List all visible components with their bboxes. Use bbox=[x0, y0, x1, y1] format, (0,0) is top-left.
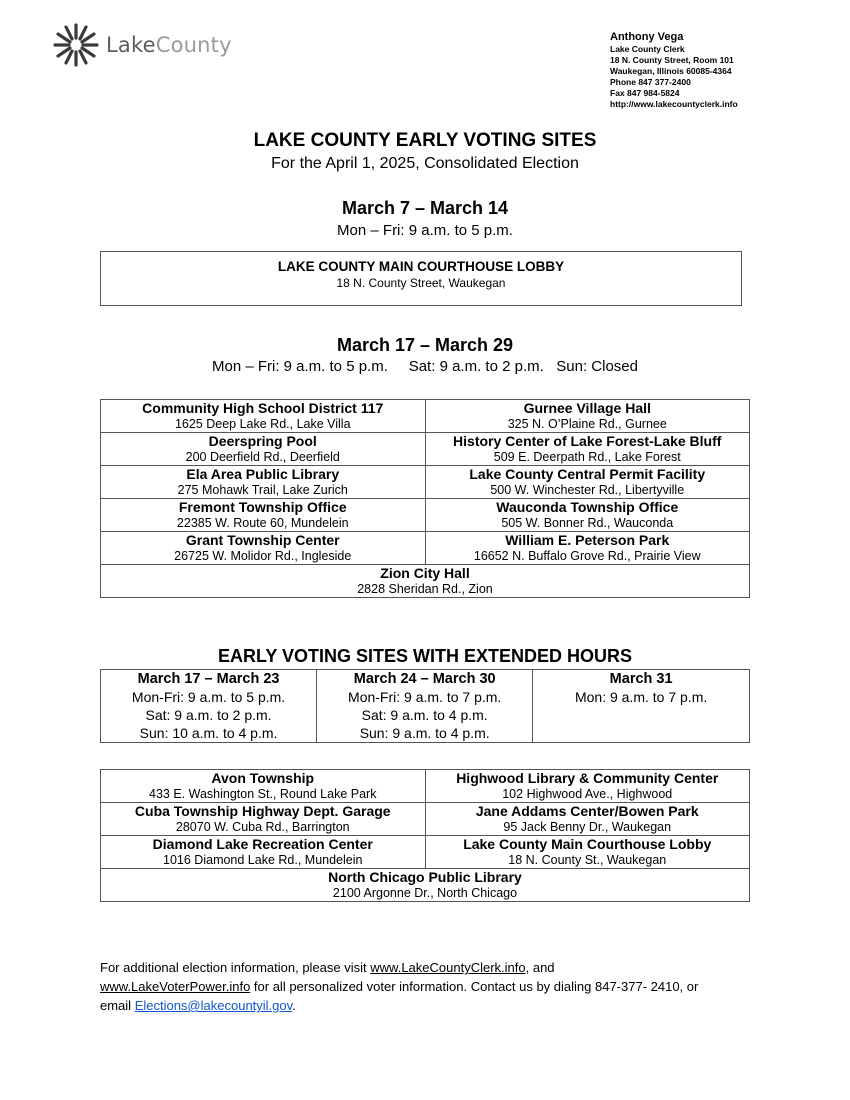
hours-line: Mon: 9 a.m. to 7 p.m. bbox=[574, 689, 708, 705]
site-cell bbox=[101, 803, 426, 836]
clerk-city: Waukegan, Illinois 60085-4364 bbox=[610, 66, 732, 76]
hours-line: Mon-Fri: 9 a.m. to 7 p.m. bbox=[348, 689, 502, 705]
site-name: Deerspring Pool bbox=[208, 433, 317, 449]
site-address: 1016 Diamond Lake Rd., Mundelein bbox=[163, 853, 363, 867]
site-address: 26725 W. Molidor Rd., Ingleside bbox=[174, 549, 352, 563]
voter-power-link[interactable]: www.LakeVoterPower.info bbox=[100, 979, 251, 994]
table-row bbox=[101, 466, 750, 499]
table-row bbox=[101, 803, 750, 836]
site-address: 16652 N. Buffalo Grove Rd., Prairie View bbox=[473, 549, 701, 563]
site-name: North Chicago Public Library bbox=[328, 869, 522, 885]
hours-line: Mon-Fri: 9 a.m. to 5 p.m. bbox=[131, 689, 286, 705]
site-name: Zion City Hall bbox=[380, 565, 470, 581]
starburst-logo-icon bbox=[52, 22, 100, 68]
table-row bbox=[101, 770, 750, 803]
site-name: Grant Township Center bbox=[185, 532, 340, 548]
site-name: Wauconda Township Office bbox=[496, 499, 679, 515]
site-address: 500 W. Winchester Rd., Libertyville bbox=[490, 483, 685, 497]
site-address: 433 E. Washington St., Round Lake Park bbox=[149, 787, 377, 801]
site-address: 28070 W. Cuba Rd., Barrington bbox=[175, 820, 350, 834]
site-name: William E. Peterson Park bbox=[505, 532, 670, 548]
site-name: Community High School District 117 bbox=[142, 400, 384, 416]
site-address: 18 N. County St., Waukegan bbox=[508, 853, 667, 867]
site-name: Fremont Township Office bbox=[178, 499, 347, 515]
site-name: Diamond Lake Recreation Center bbox=[152, 836, 373, 852]
site-address: 509 E. Deerpath Rd., Lake Forest bbox=[493, 450, 681, 464]
logo-word-county: County bbox=[155, 33, 232, 57]
table-row bbox=[101, 869, 750, 902]
extended-heading: EARLY VOTING SITES WITH EXTENDED HOURS bbox=[217, 646, 633, 666]
site-name: LAKE COUNTY MAIN COURTHOUSE LOBBY bbox=[277, 259, 565, 274]
extended-sites-table bbox=[100, 769, 750, 902]
footer-text: email bbox=[100, 998, 135, 1013]
site-cell bbox=[101, 869, 750, 902]
site-address: 200 Deerfield Rd., Deerfield bbox=[185, 450, 340, 464]
clerk-website: http://www.lakecountyclerk.info bbox=[610, 99, 738, 109]
site-name: Lake County Central Permit Facility bbox=[469, 466, 706, 482]
site-cell bbox=[425, 433, 750, 466]
site-name: Gurnee Village Hall bbox=[523, 400, 651, 416]
site-cell bbox=[101, 466, 426, 499]
site-cell bbox=[425, 532, 750, 565]
clerk-street: 18 N. County Street, Room 101 bbox=[610, 55, 734, 65]
site-address: 95 Jack Benny Dr., Waukegan bbox=[503, 820, 672, 834]
hours-line: Sat: 9 a.m. to 2 p.m. bbox=[145, 707, 272, 723]
clerk-fax: Fax 847 984-5824 bbox=[610, 88, 680, 98]
site-name: Lake County Main Courthouse Lobby bbox=[463, 836, 712, 852]
period1-dates: March 7 – March 14 bbox=[341, 198, 509, 218]
site-name: History Center of Lake Forest-Lake Bluff bbox=[453, 433, 722, 449]
footer-info bbox=[100, 958, 750, 1015]
hours-line: Sat: 9 a.m. to 4 p.m. bbox=[361, 707, 488, 723]
site-cell bbox=[101, 770, 426, 803]
site-cell bbox=[425, 466, 750, 499]
table-row bbox=[101, 400, 750, 433]
table-row bbox=[101, 670, 750, 743]
site-address: 505 W. Bonner Rd., Wauconda bbox=[501, 516, 674, 530]
hours-dates: March 24 – March 30 bbox=[353, 671, 496, 687]
site-name: Cuba Township Highway Dept. Garage bbox=[134, 803, 391, 819]
site-address: 2100 Argonne Dr., North Chicago bbox=[332, 886, 518, 900]
hours-column bbox=[533, 670, 750, 743]
clerk-website-link[interactable]: www.LakeCountyClerk.info bbox=[370, 960, 526, 975]
site-address: 18 N. County Street, Waukegan bbox=[336, 276, 506, 290]
extended-hours-table bbox=[100, 669, 750, 743]
site-address: 22385 W. Route 60, Mundelein bbox=[176, 516, 349, 530]
table-row bbox=[101, 499, 750, 532]
site-cell bbox=[101, 836, 426, 869]
footer-text: For additional election information, please visit bbox=[100, 960, 371, 975]
site-cell bbox=[425, 499, 750, 532]
elections-email-link[interactable]: Elections@lakecountyil.gov bbox=[134, 998, 293, 1013]
table-row bbox=[101, 565, 750, 598]
clerk-name: Anthony Vega bbox=[610, 31, 684, 43]
clerk-phone: Phone 847 377-2400 bbox=[610, 77, 691, 87]
site-name: Highwood Library & Community Center bbox=[456, 770, 719, 786]
period2-sites-table bbox=[100, 399, 750, 598]
period1-site-box bbox=[100, 251, 742, 306]
site-address: 102 Highwood Ave., Highwood bbox=[502, 787, 673, 801]
period2-hours: Mon – Fri: 9 a.m. to 5 p.m. Sat: 9 a.m. to 2 p.m. Sun: Closed bbox=[211, 358, 638, 375]
site-cell bbox=[101, 565, 750, 598]
lake-county-logo bbox=[52, 22, 252, 68]
site-address: 275 Mohawk Trail, Lake Zurich bbox=[177, 483, 348, 497]
site-name: Jane Addams Center/Bowen Park bbox=[475, 803, 699, 819]
page-subtitle: For the April 1, 2025, Consolidated Election bbox=[271, 155, 579, 172]
logo-word-lake: Lake bbox=[106, 33, 156, 57]
page-title: LAKE COUNTY EARLY VOTING SITES bbox=[253, 130, 597, 151]
hours-column bbox=[101, 670, 317, 743]
table-row bbox=[101, 433, 750, 466]
footer-text: . bbox=[292, 998, 296, 1013]
site-cell bbox=[425, 836, 750, 869]
site-cell bbox=[425, 400, 750, 433]
site-address: 325 N. O’Plaine Rd., Gurnee bbox=[507, 417, 667, 431]
clerk-contact-block bbox=[610, 30, 738, 110]
site-cell bbox=[425, 770, 750, 803]
hours-line: Sun: 10 a.m. to 4 p.m. bbox=[139, 725, 278, 741]
site-name: Avon Township bbox=[211, 770, 315, 786]
hours-dates: March 17 – March 23 bbox=[137, 671, 280, 687]
table-row bbox=[101, 532, 750, 565]
hours-line: Sun: 9 a.m. to 4 p.m. bbox=[359, 725, 490, 741]
logo-wordmark bbox=[106, 33, 232, 57]
site-address: 2828 Sheridan Rd., Zion bbox=[357, 582, 493, 596]
period1-hours: Mon – Fri: 9 a.m. to 5 p.m. bbox=[337, 222, 513, 239]
site-cell bbox=[101, 499, 426, 532]
site-cell bbox=[101, 532, 426, 565]
footer-text: for all personalized voter information. Contact us by dialing 847-377- 2410, or bbox=[250, 979, 699, 994]
site-cell bbox=[101, 400, 426, 433]
site-cell bbox=[101, 433, 426, 466]
site-cell bbox=[425, 803, 750, 836]
hours-dates: March 31 bbox=[609, 671, 673, 687]
hours-column bbox=[317, 670, 533, 743]
site-address: 1625 Deep Lake Rd., Lake Villa bbox=[174, 417, 351, 431]
table-row bbox=[101, 836, 750, 869]
footer-text: , and bbox=[525, 960, 555, 975]
clerk-title: Lake County Clerk bbox=[610, 44, 685, 54]
site-name: Ela Area Public Library bbox=[186, 466, 340, 482]
period2-dates: March 17 – March 29 bbox=[336, 335, 514, 355]
